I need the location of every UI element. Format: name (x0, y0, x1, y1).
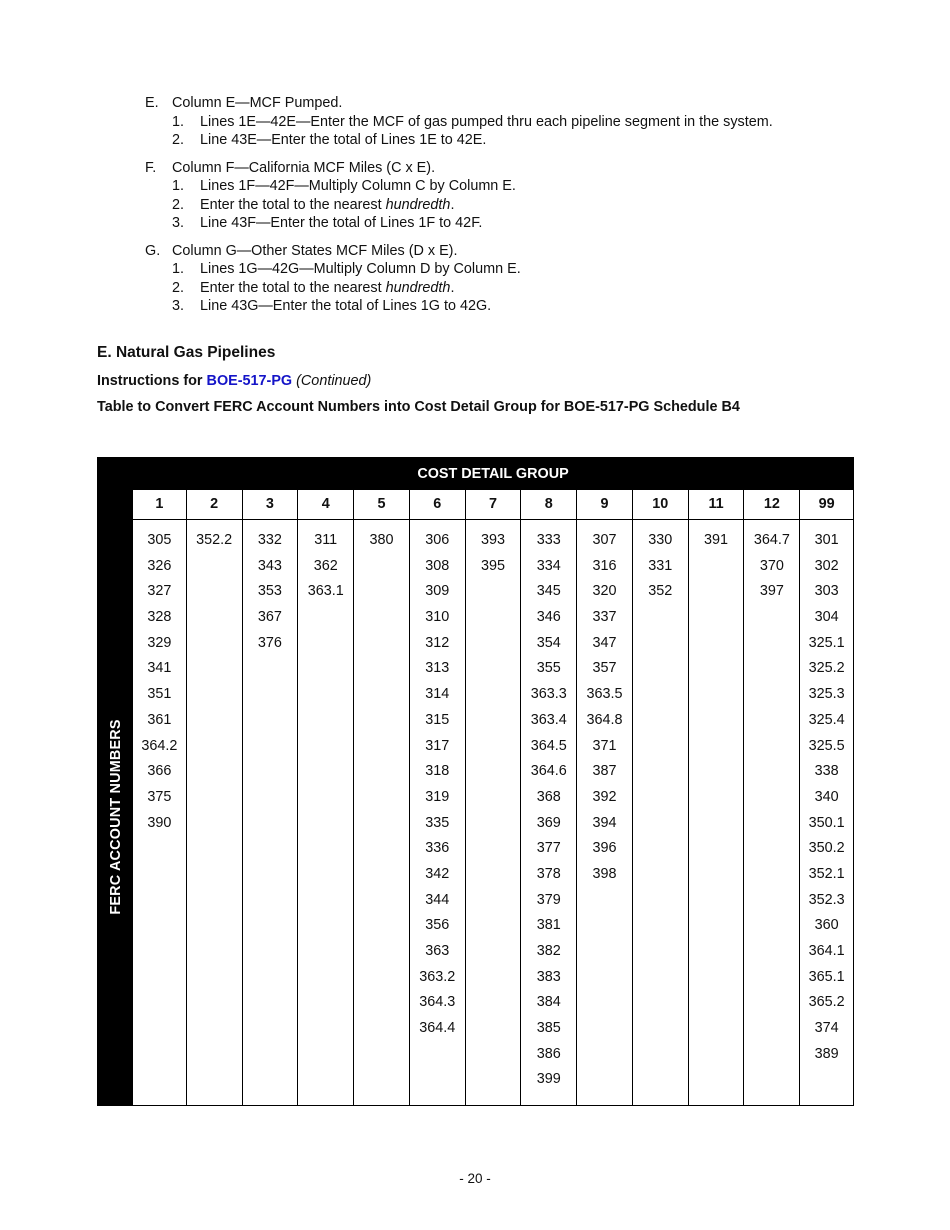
table-cell: 363.1 (307, 583, 344, 600)
table-cell: 334 (536, 557, 561, 574)
table-cell: 356 (425, 917, 450, 934)
instructions-prefix: Instructions for (97, 373, 207, 389)
instructions-list (145, 94, 905, 325)
table-cell: 317 (425, 737, 450, 754)
continued-label: (Continued) (296, 373, 372, 389)
table-cell: 310 (425, 609, 450, 626)
table-cell: 364.1 (808, 943, 845, 959)
table-cell: 389 (814, 1045, 839, 1062)
table-cell: 378 (536, 865, 561, 882)
table-cell: 346 (536, 609, 561, 626)
table-cell: 383 (536, 968, 561, 985)
table-cell: 381 (536, 917, 561, 934)
table-cell: 320 (592, 583, 617, 600)
table-cell: 308 (425, 557, 450, 574)
table-cell: 328 (147, 609, 172, 626)
table-cell: 365.2 (808, 994, 845, 1011)
table-column-1 (133, 490, 186, 1105)
instructions-line (97, 373, 371, 389)
column-values (187, 520, 242, 554)
table-cell: 375 (147, 788, 172, 805)
section-g-item-3-text: Line 43G—Enter the total of Lines 1G to 42G. (200, 298, 492, 314)
column-header: 2 (187, 490, 242, 520)
column-values (466, 520, 521, 579)
section-heading: E. Natural Gas Pipelines (97, 344, 276, 361)
table-cell: 301 (814, 532, 839, 548)
section-f-item-2-text (200, 196, 454, 215)
section-f-item-3-number: 3. (172, 215, 185, 231)
table-cell: 325.2 (808, 660, 845, 677)
table-cell: 363 (425, 943, 450, 959)
table-cell: 363.4 (530, 711, 567, 728)
table-cell: 343 (257, 557, 282, 574)
ferc-conversion-table (97, 457, 854, 1106)
table-cell: 367 (257, 609, 282, 626)
section-f-item-2-suffix: . (450, 196, 455, 213)
table-column-8 (520, 490, 576, 1105)
table-cell: 362 (313, 557, 338, 574)
table-cell: 325.4 (808, 711, 845, 728)
table-cell: 345 (536, 583, 561, 600)
table-cell: 386 (536, 1045, 561, 1062)
table-cell: 313 (425, 660, 450, 677)
section-f-item-2-prefix: Enter the total to the nearest (200, 196, 386, 213)
table-cell: 385 (536, 1020, 561, 1037)
table-cell: 327 (147, 583, 172, 600)
column-values (744, 520, 799, 605)
column-values (133, 520, 186, 836)
column-header: 1 (133, 490, 186, 520)
table-column-6 (409, 490, 465, 1105)
column-header: 12 (744, 490, 799, 520)
table-cell: 312 (425, 634, 450, 651)
table-column-3 (242, 490, 298, 1105)
section-g-title: Column G—Other States MCF Miles (D x E). (172, 242, 458, 259)
table-cell: 395 (480, 557, 505, 574)
table-title: Table to Convert FERC Account Numbers into Cost Detail Group for BOE-517-PG Schedule B4 (97, 399, 740, 415)
table-cell: 364.6 (530, 763, 567, 780)
table-cell: 364.3 (419, 994, 456, 1011)
section-e-title: Column E—MCF Pumped. (172, 95, 343, 111)
table-cell: 396 (592, 840, 617, 857)
table-cell: 302 (814, 557, 839, 574)
table-cell: 384 (536, 994, 561, 1011)
column-values (354, 520, 409, 554)
table-cell: 338 (814, 763, 839, 780)
table-cell: 364.2 (141, 737, 178, 754)
table-column-7 (465, 490, 521, 1105)
table-column-4 (297, 490, 353, 1105)
table-cell: 329 (147, 634, 172, 651)
section-f-item-1-text: Lines 1F—42F—Multiply Column C by Column E. (200, 178, 516, 194)
boe-517-pg-link[interactable]: BOE-517-PG (206, 373, 293, 389)
table-cell: 319 (425, 788, 450, 805)
section-g-item-2-suffix: . (450, 279, 455, 296)
cost-detail-group-header: COST DETAIL GROUP (133, 458, 853, 490)
table-cell: 393 (480, 532, 505, 548)
section-f-item-2-emphasis: hundredth (385, 196, 451, 213)
table-columns (133, 490, 853, 1105)
table-cell: 350.2 (808, 840, 845, 857)
column-header: 11 (689, 490, 744, 520)
table-cell: 371 (592, 737, 617, 754)
column-header: 5 (354, 490, 409, 520)
table-cell: 325.3 (808, 686, 845, 703)
table-cell: 363.5 (586, 686, 623, 703)
table-cell: 355 (536, 660, 561, 677)
table-cell: 387 (592, 763, 617, 780)
table-cell: 394 (592, 814, 617, 831)
table-cell: 347 (592, 634, 617, 651)
table-cell: 306 (425, 532, 450, 548)
section-g-item-2-text (200, 279, 454, 298)
table-cell: 304 (814, 609, 839, 626)
section-e-item-1-number: 1. (172, 113, 185, 130)
column-values (689, 520, 744, 554)
table-cell: 398 (592, 865, 617, 882)
section-g-item-2-prefix: Enter the total to the nearest (200, 279, 386, 296)
table-cell: 333 (536, 532, 561, 548)
table-cell: 309 (425, 583, 450, 600)
section-g (145, 242, 905, 316)
table-cell: 391 (704, 532, 729, 548)
table-column-10 (632, 490, 688, 1105)
table-cell: 330 (648, 532, 673, 548)
column-header: 10 (633, 490, 688, 520)
table-cell: 314 (425, 686, 450, 703)
table-cell: 353 (257, 583, 282, 600)
column-header: 4 (298, 490, 353, 520)
table-cell: 374 (814, 1020, 839, 1037)
table-cell: 303 (814, 583, 839, 600)
table-cell: 318 (425, 763, 450, 780)
table-cell: 369 (536, 814, 561, 831)
table-cell: 351 (147, 686, 172, 703)
section-f-item-3-text: Line 43F—Enter the total of Lines 1F to 42F. (200, 215, 483, 231)
table-cell: 379 (536, 891, 561, 908)
section-f-title: Column F—California MCF Miles (C x E). (172, 159, 436, 176)
table-cell: 364.5 (530, 737, 567, 754)
table-cell: 376 (257, 634, 282, 651)
table-cell: 352.1 (808, 865, 845, 882)
table-cell: 336 (425, 840, 450, 857)
table-cell: 331 (648, 557, 673, 574)
table-cell: 311 (314, 532, 338, 548)
table-cell: 352.2 (196, 532, 233, 548)
table-cell: 337 (592, 609, 617, 626)
table-cell: 325.1 (808, 634, 845, 651)
table-cell: 399 (536, 1071, 561, 1088)
section-e (145, 94, 905, 150)
column-values (298, 520, 353, 605)
table-cell: 335 (425, 814, 450, 831)
table-cell: 340 (814, 788, 839, 805)
section-g-item-3-number: 3. (172, 298, 185, 314)
table-cell: 397 (759, 583, 784, 600)
column-header: 6 (410, 490, 465, 520)
section-g-item-1-text: Lines 1G—42G—Multiply Column D by Column E. (200, 261, 521, 277)
column-header: 7 (466, 490, 521, 520)
table-cell: 344 (425, 891, 450, 908)
table-cell: 325.5 (808, 737, 845, 754)
table-cell: 365.1 (808, 968, 845, 985)
column-values (633, 520, 688, 605)
section-e-item-2-number: 2. (172, 132, 185, 148)
section-e-item-2-text: Line 43E—Enter the total of Lines 1E to 42E. (200, 132, 487, 148)
table-cell: 382 (536, 943, 561, 959)
section-e-letter: E. (145, 95, 159, 111)
section-f-letter: F. (145, 159, 157, 176)
table-cell: 364.7 (753, 532, 790, 548)
table-cell: 305 (147, 532, 172, 548)
side-header-bar (98, 458, 133, 1105)
column-header: 8 (521, 490, 576, 520)
section-g-letter: G. (145, 242, 161, 259)
table-cell: 307 (592, 532, 617, 548)
column-values (577, 520, 632, 888)
section-g-item-2-number: 2. (172, 279, 185, 296)
table-cell: 364.4 (419, 1020, 456, 1037)
table-cell: 370 (759, 557, 784, 574)
table-cell: 326 (147, 557, 172, 574)
column-header: 3 (243, 490, 298, 520)
table-column-12 (743, 490, 799, 1105)
column-header: 99 (800, 490, 853, 520)
ferc-account-numbers-label: FERC ACCOUNT NUMBERS (107, 719, 124, 915)
table-cell: 366 (147, 763, 172, 780)
column-header: 9 (577, 490, 632, 520)
table-cell: 341 (147, 660, 172, 677)
table-column-11 (688, 490, 744, 1105)
table-cell: 363.3 (530, 686, 567, 703)
section-e-item-1-text: Lines 1E—42E—Enter the MCF of gas pumped thru each pipeline segment in the system. (200, 113, 773, 130)
table-cell: 377 (536, 840, 561, 857)
table-column-5 (353, 490, 409, 1105)
table-column-9 (576, 490, 632, 1105)
table-cell: 368 (536, 788, 561, 805)
table-cell: 361 (147, 711, 172, 728)
table-cell: 392 (592, 788, 617, 805)
section-f (145, 159, 905, 233)
table-cell: 380 (369, 532, 394, 548)
column-values (243, 520, 298, 656)
column-values (521, 520, 576, 1093)
table-cell: 316 (592, 557, 617, 574)
table-cell: 363.2 (419, 968, 456, 985)
table-cell: 354 (536, 634, 561, 651)
table-cell: 352 (648, 583, 673, 600)
section-f-item-1-number: 1. (172, 178, 185, 194)
table-cell: 350.1 (808, 814, 845, 831)
page-number: - 20 - (459, 1171, 491, 1186)
table-cell: 357 (592, 660, 617, 677)
table-cell: 364.8 (586, 711, 623, 728)
column-values (800, 520, 853, 1067)
table-cell: 360 (814, 917, 839, 934)
table-cell: 390 (147, 814, 172, 831)
section-f-item-2-number: 2. (172, 196, 185, 213)
table-column-99 (799, 490, 853, 1105)
table-cell: 352.3 (808, 891, 845, 908)
table-cell: 342 (425, 865, 450, 882)
column-values (410, 520, 465, 1042)
table-cell: 315 (425, 711, 450, 728)
table-cell: 332 (257, 532, 282, 548)
table-column-2 (186, 490, 242, 1105)
section-g-item-2-emphasis: hundredth (385, 279, 451, 296)
section-g-item-1-number: 1. (172, 261, 185, 277)
